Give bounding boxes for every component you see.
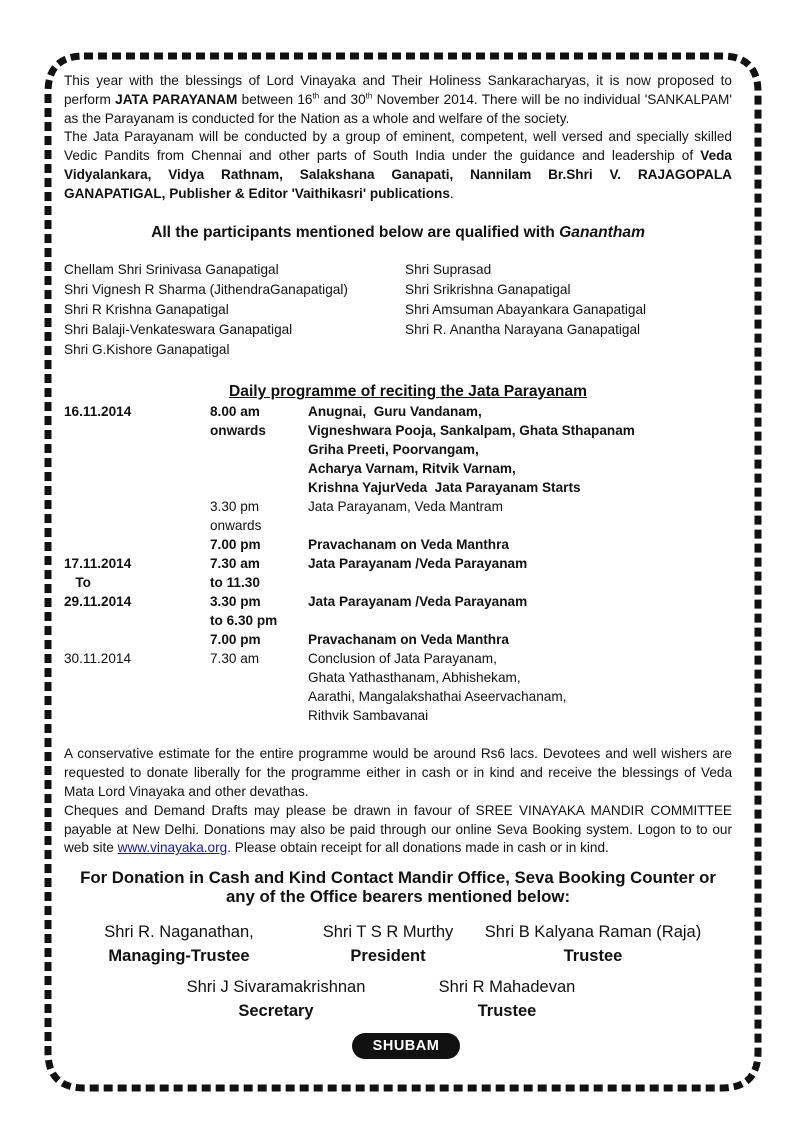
programme-schedule	[64, 402, 732, 725]
contact-heading	[64, 868, 732, 906]
programme-time: 7.30 am	[210, 556, 260, 572]
shubam-badge: SHUBAM	[352, 1033, 460, 1059]
programme-row	[64, 630, 732, 649]
programme-event: Vigneshwara Pooja, Sankalpam, Ghata Sthapanam	[308, 423, 635, 439]
programme-event: Pravachanam on Veda Manthra	[308, 632, 509, 648]
programme-event: Krishna YajurVeda Jata Parayanam Starts	[308, 480, 581, 496]
programme-event: Griha Preeti, Poorvangam,	[308, 442, 479, 458]
intro-text: The Jata Parayanam will be conducted by a group of eminent, competent, well versed and specially skilled Vedic Pandits from Chennai and other parts of South India under the guidance and leadership of	[64, 129, 732, 164]
website-link[interactable]: www.vinayaka.org	[117, 840, 228, 856]
bearer-title: President	[350, 947, 426, 965]
intro-text: November 2014. There will be no individual 'SANKALPAM' as the Parayanam is conducted for the Nation as a whole and welfare of the society.	[64, 91, 732, 126]
programme-row	[64, 554, 732, 573]
bearer-name: Shri R Mahadevan	[438, 978, 576, 996]
intro-text: .	[449, 185, 454, 201]
office-bearer	[426, 975, 588, 1023]
bearer-name: Shri T S R Murthy	[322, 923, 454, 941]
programme-event: Anugnai, Guru Vandanam,	[308, 404, 482, 420]
programme-row	[64, 402, 732, 421]
programme-date: To	[64, 575, 91, 591]
participant-item: Shri G.Kishore Ganapatigal	[64, 342, 230, 358]
programme-row	[64, 421, 732, 440]
bearer-name: Shri J Sivaramakrishnan	[186, 978, 366, 996]
participant-item: Chellam Shri Srinivasa Ganapatigal	[64, 262, 279, 278]
programme-event: Conclusion of Jata Parayanam,	[308, 651, 497, 667]
participants-right-column	[405, 260, 732, 360]
programme-row	[64, 611, 732, 630]
bearer-title: Managing-Trustee	[108, 947, 250, 965]
participants-list	[64, 260, 732, 360]
programme-event	[308, 611, 732, 630]
office-bearer	[84, 920, 274, 968]
intro-paragraph-1	[64, 72, 732, 128]
programme-time: 3.30 pm	[210, 499, 260, 515]
bearer-title: Trustee	[563, 947, 623, 965]
contact-heading-line: any of the Office bearers mentioned below:	[225, 887, 571, 907]
programme-time: 7.30 am	[210, 651, 260, 667]
programme-time: 7.00 pm	[210, 537, 261, 553]
leader-name: Veda Vidyalankara, Vidya Rathnam, Salakshana Ganapati, Nannilam Br.Shri V. RAJAGOPALA GANAPATIGAL, Publisher & Editor 'Vaithikasri' publications	[64, 148, 732, 201]
participant-item: Shri R Krishna Ganapatigal	[64, 302, 229, 318]
programme-event: Rithvik Sambavanai	[308, 708, 429, 724]
programme-event: Ghata Yathasthanam, Abhishekam,	[308, 670, 521, 686]
programme-time: to 6.30 pm	[210, 613, 278, 629]
programme-time: onwards	[210, 518, 262, 534]
programme-date	[64, 421, 210, 440]
bearer-title: Secretary	[238, 1002, 314, 1020]
programme-date: 16.11.2014	[64, 404, 132, 420]
programme-time: onwards	[210, 423, 266, 439]
programme-row	[64, 668, 732, 687]
programme-date	[64, 535, 210, 554]
programme-time: 7.00 pm	[210, 632, 261, 648]
programme-date	[64, 630, 210, 649]
participant-item: Shri Amsuman Abayankara Ganapatigal	[405, 302, 647, 318]
programme-date: 29.11.2014	[64, 594, 132, 610]
participants-left-column	[64, 260, 405, 360]
participants-heading-text: All the participants mentioned below are qualified with	[151, 223, 560, 241]
programme-row	[64, 573, 732, 592]
programme-date	[64, 516, 210, 535]
participant-item: Shri Srikrishna Ganapatigal	[405, 282, 571, 298]
donation-paragraph-1: A conservative estimate for the entire programme would be around Rs6 lacs. Devotees and well wishers are requested to donate liberally for the programme either in cash or in kind and receive the blessings of Veda Mata Lord Vinayaka and other devathas.	[64, 746, 732, 799]
donation-paragraph-2	[64, 802, 732, 858]
programme-time	[210, 440, 308, 459]
bearer-name: Shri R. Naganathan,	[104, 923, 254, 941]
bearer-title: Trustee	[477, 1002, 537, 1020]
programme-row	[64, 706, 732, 725]
contact-heading-line: For Donation in Cash and Kind Contact Mandir Office, Seva Booking Counter or	[80, 868, 716, 888]
programme-row	[64, 516, 732, 535]
ordinal-suffix: th	[365, 91, 373, 101]
office-bearer	[476, 920, 710, 968]
programme-row	[64, 535, 732, 554]
participant-item: Shri Balaji-Venkateswara Ganapatigal	[64, 322, 293, 338]
intro-text: This year with the blessings of Lord Vinayaka and Their Holiness Sankaracharyas, it is now proposed to perform	[64, 73, 732, 107]
programme-row	[64, 478, 732, 497]
ordinal-suffix: th	[312, 91, 320, 101]
programme-date	[64, 478, 210, 497]
programme-event: Jata Parayanam /Veda Parayanam	[308, 594, 528, 610]
programme-event: Acharya Varnam, Ritvik Varnam,	[308, 461, 516, 477]
programme-event: Jata Parayanam /Veda Parayanam	[308, 556, 528, 572]
programme-date	[64, 497, 210, 516]
programme-date	[64, 706, 210, 725]
participant-item: Shri Suprasad	[405, 262, 492, 278]
programme-event	[308, 516, 732, 535]
programme-event	[308, 573, 732, 592]
programme-date	[64, 440, 210, 459]
intro-paragraph-2	[64, 128, 732, 203]
programme-time: 3.30 pm	[210, 594, 261, 610]
programme-date	[64, 459, 210, 478]
programme-event: Pravachanam on Veda Manthra	[308, 537, 509, 553]
participants-heading-italic: Ganantham	[559, 223, 645, 241]
participants-heading	[64, 224, 732, 243]
office-bearer	[308, 920, 468, 968]
programme-time	[210, 687, 308, 706]
donation-text: Cheques and Demand Drafts may please be drawn in favour of SREE VINAYAKA MANDIR COMMITTEE payable at New Delhi. Donations may also be paid through our online Seva Booking system. Logon to to our web site	[64, 802, 732, 856]
donation-section	[64, 745, 732, 858]
programme-time	[210, 478, 308, 497]
participant-item: Shri R. Anantha Narayana Ganapatigal	[405, 322, 641, 338]
programme-title: Daily programme of reciting the Jata Parayanam	[229, 383, 587, 401]
bearer-name: Shri B Kalyana Raman (Raja)	[484, 923, 702, 941]
programme-time	[210, 706, 308, 725]
programme-event: Jata Parayanam, Veda Mantram	[308, 499, 503, 515]
intro-text: and 30	[319, 91, 366, 107]
document-body	[64, 72, 732, 906]
programme-date: 30.11.2014	[64, 651, 132, 667]
programme-time: to 11.30	[210, 575, 260, 591]
programme-row	[64, 497, 732, 516]
intro-text: between 16	[237, 91, 313, 107]
programme-row	[64, 592, 732, 611]
programme-time	[210, 459, 308, 478]
programme-date	[64, 611, 210, 630]
jata-parayanam-label: JATA PARAYANAM	[115, 91, 238, 107]
programme-date	[64, 687, 210, 706]
donation-text: . Please obtain receipt for all donations made in cash or in kind.	[227, 840, 609, 856]
programme-time: 8.00 am	[210, 404, 260, 420]
programme-row	[64, 687, 732, 706]
programme-row	[64, 459, 732, 478]
programme-row	[64, 440, 732, 459]
programme-date: 17.11.2014	[64, 556, 132, 572]
programme-time	[210, 668, 308, 687]
programme-date	[64, 668, 210, 687]
participant-item: Shri Vignesh R Sharma (JithendraGanapatigal)	[64, 282, 348, 298]
office-bearer	[176, 975, 376, 1023]
programme-row	[64, 649, 732, 668]
programme-event: Aarathi, Mangalakshathai Aseervachanam,	[308, 689, 567, 705]
